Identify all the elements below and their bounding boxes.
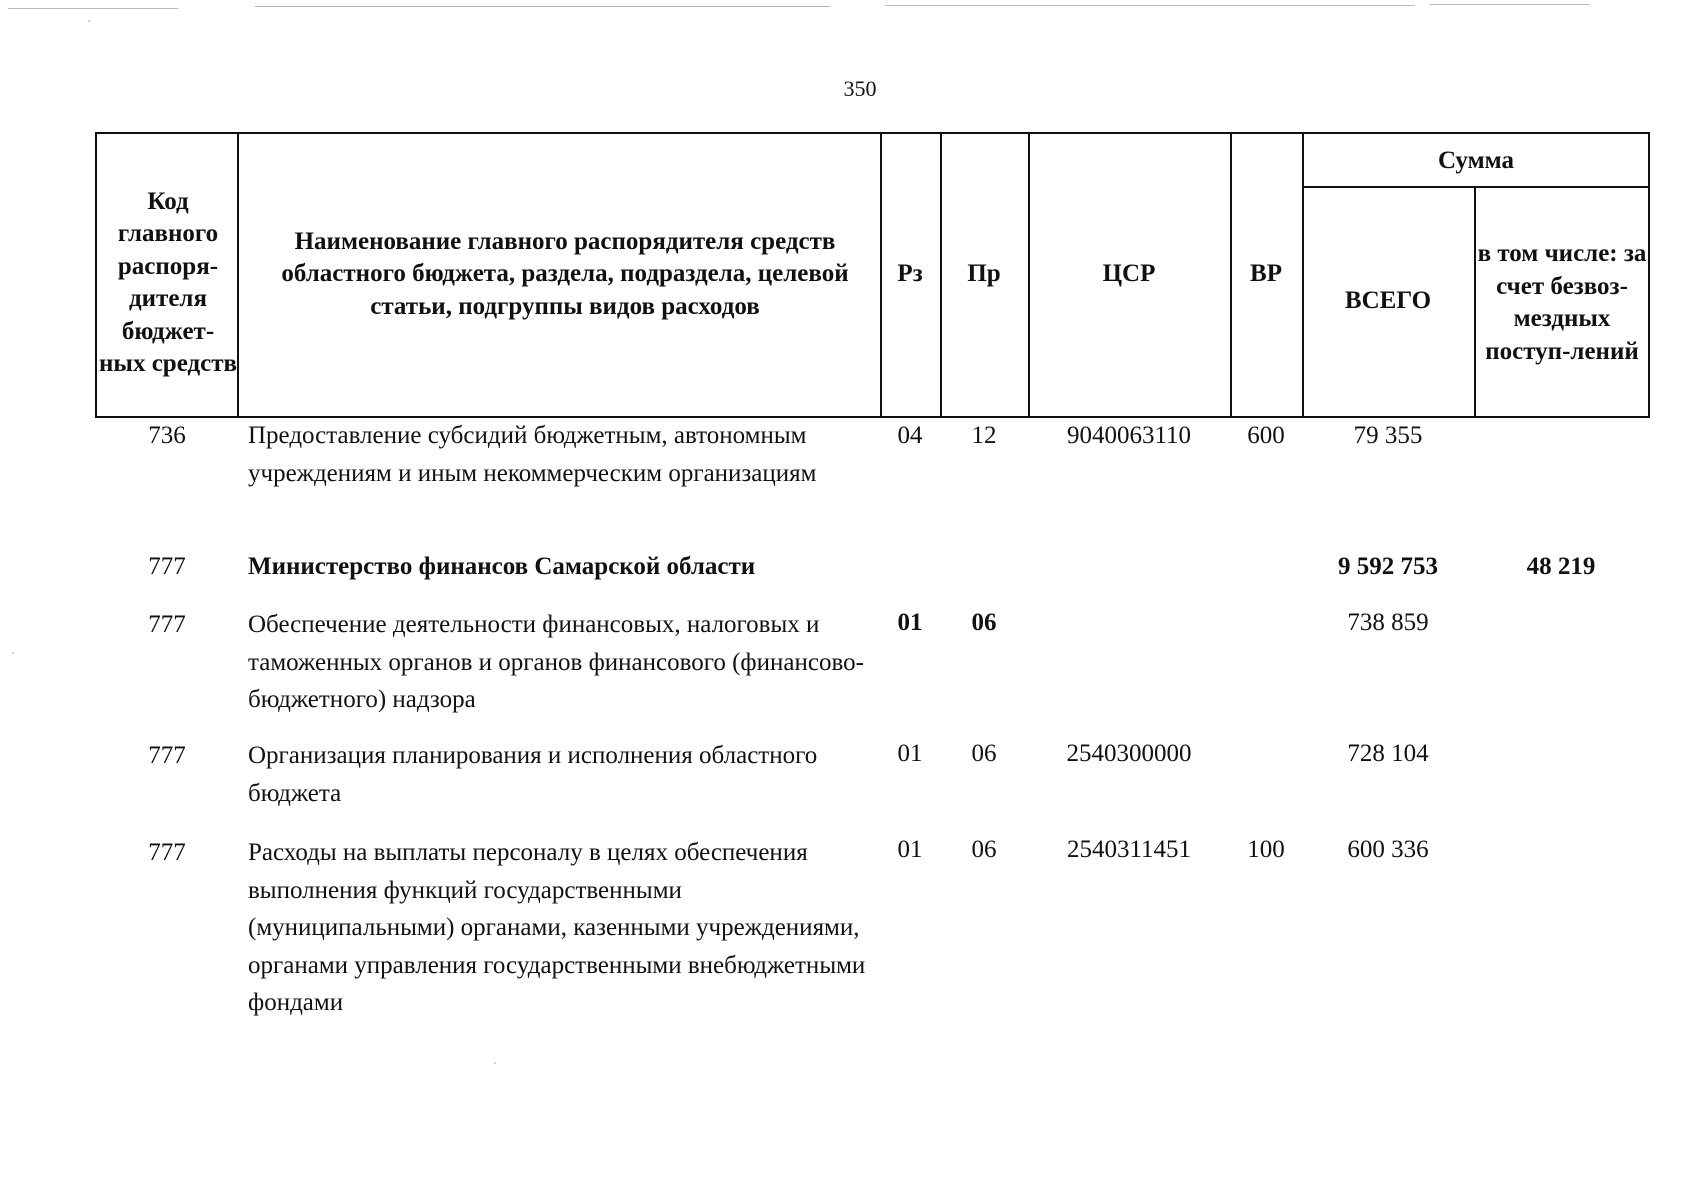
- table-border-col7: [1474, 186, 1476, 418]
- header-rz: Рз: [897, 260, 923, 288]
- row-name: Расходы на выплаты персоналу в целях обеспечения выполнения функций государственными (муниципальными) органами, казенными учреждениями, органами управления государственными внебюджетными фондами: [248, 839, 866, 1016]
- row-pr: 06: [971, 836, 997, 863]
- header-total: ВСЕГО: [1344, 287, 1432, 315]
- header-csr: ЦСР: [1102, 260, 1156, 288]
- header-name: Наименование главного распорядителя средств областного бюджета, раздела, подраздела, целевой статьи, подгруппы видов расходов: [281, 227, 849, 320]
- row-vr: 600: [1247, 422, 1285, 449]
- page-number: 350: [843, 76, 877, 101]
- row-pr: 06: [971, 740, 997, 767]
- scan-artifact-dot: [12, 652, 14, 654]
- table-border-col2: [880, 132, 882, 418]
- row-name: Организация планирования и исполнения областного бюджета: [248, 742, 818, 807]
- row-code: 736: [148, 422, 186, 449]
- scan-artifact-dot: [494, 1062, 496, 1064]
- row-rz: 01: [897, 740, 923, 767]
- table-border-right: [1648, 132, 1650, 418]
- row-csr: 2540311451: [1066, 836, 1192, 863]
- row-code: 777: [148, 839, 186, 866]
- row-code: 777: [148, 553, 186, 580]
- scan-artifact-line: [255, 6, 830, 7]
- row-name: Министерство финансов Самарской области: [248, 553, 756, 580]
- row-total: 9 592 753: [1338, 553, 1438, 580]
- header-sum: Сумма: [1438, 146, 1514, 174]
- header-pr: Пр: [967, 260, 1001, 288]
- row-code: 777: [148, 611, 186, 638]
- table-border-col4: [1028, 132, 1030, 418]
- row-pr: 06: [971, 609, 997, 636]
- row-name: Предоставление субсидий бюджетным, автономным учреждениям и иным некоммерческим организациям: [248, 422, 817, 487]
- row-total: 728 104: [1347, 740, 1429, 767]
- scan-artifact-dot: [88, 20, 90, 22]
- scan-artifact-line: [8, 8, 178, 9]
- table-border-col6: [1302, 132, 1304, 418]
- scan-artifact-line: [885, 5, 1415, 6]
- row-free: 48 219: [1526, 553, 1596, 580]
- row-total: 79 355: [1353, 422, 1423, 449]
- scan-artifact-line: [1430, 4, 1590, 5]
- row-pr: 12: [971, 422, 997, 449]
- table-border-col3: [940, 132, 942, 418]
- header-free-receipts: в том числе: за счет безвоз-мездных поступ-лений: [1477, 240, 1647, 365]
- row-csr: 9040063110: [1066, 422, 1192, 449]
- table-border-top: [95, 132, 1649, 134]
- row-vr: 100: [1247, 836, 1285, 863]
- table-border-col1: [237, 132, 239, 418]
- row-rz: 01: [897, 609, 923, 636]
- row-total: 600 336: [1347, 836, 1429, 863]
- row-csr: 2540300000: [1066, 740, 1192, 767]
- row-code: 777: [148, 742, 186, 769]
- row-name: Обеспечение деятельности финансовых, налоговых и таможенных органов и органов финансового (финансово-бюджетного) надзора: [248, 611, 864, 713]
- table-border-col5: [1230, 132, 1232, 418]
- row-rz: 04: [897, 422, 923, 449]
- table-border-left: [95, 132, 97, 418]
- row-rz: 01: [897, 836, 923, 863]
- header-code: Код главного распоря-дителя бюджет-ных средств: [99, 187, 237, 377]
- row-total: 738 859: [1347, 609, 1429, 636]
- header-vr: ВР: [1250, 260, 1282, 288]
